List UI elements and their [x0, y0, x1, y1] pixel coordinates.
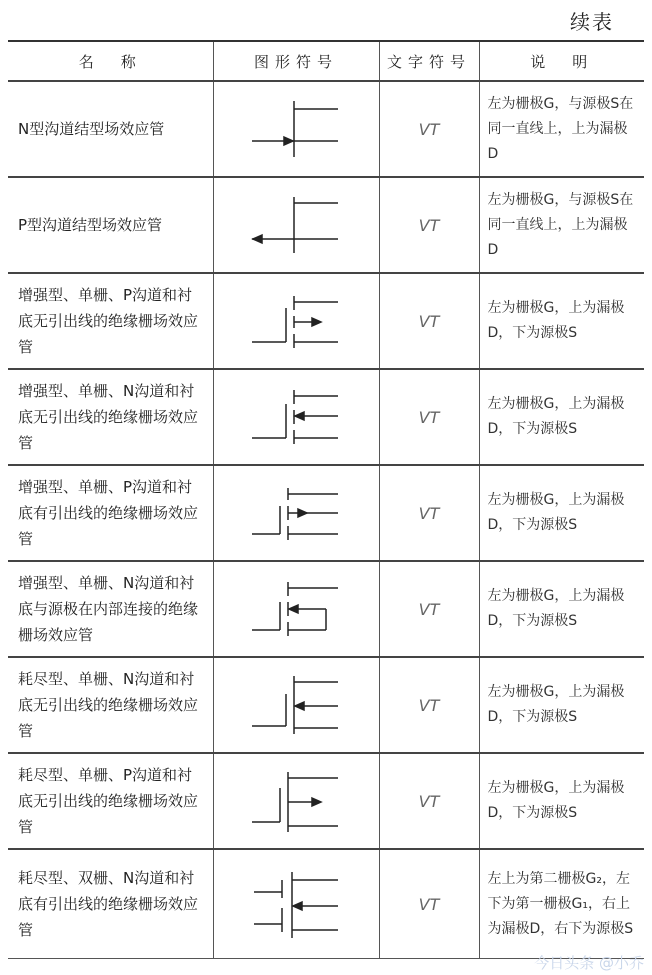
text-symbol: VT [379, 753, 479, 849]
header-name: 名 称 [8, 41, 213, 81]
watermark: 今日头条 @小乔 [534, 954, 644, 972]
description: 左为栅极G，上为漏极D，下为源极S [479, 465, 644, 561]
text-symbol: VT [379, 657, 479, 753]
table-row [8, 273, 644, 369]
table-row [8, 177, 644, 273]
description: 左为栅极G，上为漏极D，下为源极S [479, 561, 644, 657]
component-name: P型沟道结型场效应管 [8, 177, 213, 273]
enh-n-mosfet-symbol-icon [246, 382, 346, 452]
continued-label: 续表 [570, 10, 614, 34]
component-name: 耗尽型、单栅、N沟道和衬底无引出线的绝缘栅场效应管 [8, 657, 213, 753]
dep-n-dualgate-mosfet-symbol-icon [246, 868, 346, 940]
description: 左为栅极G，与源极S在同一直线上，上为漏极D [479, 177, 644, 273]
header-symbol: 图形符号 [213, 41, 379, 81]
enh-p-mosfet-symbol-icon [246, 286, 346, 356]
component-name: 增强型、单栅、P沟道和衬底无引出线的绝缘栅场效应管 [8, 273, 213, 369]
description: 左为栅极G，上为漏极D，下为源极S [479, 657, 644, 753]
description: 左为栅极G，上为漏极D，下为源极S [479, 369, 644, 465]
njfet-symbol-icon [246, 97, 346, 161]
table-row [8, 369, 644, 465]
text-symbol: VT [379, 561, 479, 657]
table-row [8, 753, 644, 849]
table-row [8, 849, 644, 959]
dep-p-mosfet-symbol-icon [246, 766, 346, 836]
enh-n-mosfet-internal-symbol-icon [246, 574, 346, 644]
text-symbol: VT [379, 465, 479, 561]
text-symbol: VT [379, 177, 479, 273]
text-symbol: VT [379, 369, 479, 465]
text-symbol: VT [379, 273, 479, 369]
table-row [8, 81, 644, 177]
enh-p-mosfet-sub-symbol-icon [246, 478, 346, 548]
description: 左为栅极G，与源极S在同一直线上，上为漏极D [479, 81, 644, 177]
text-symbol: VT [379, 81, 479, 177]
header-description: 说 明 [479, 41, 644, 81]
table-row [8, 561, 644, 657]
component-name: 耗尽型、单栅、P沟道和衬底无引出线的绝缘栅场效应管 [8, 753, 213, 849]
table-row [8, 657, 644, 753]
component-name: 耗尽型、双栅、N沟道和衬底有引出线的绝缘栅场效应管 [8, 849, 213, 959]
table-row [8, 465, 644, 561]
dep-n-mosfet-symbol-icon [246, 670, 346, 740]
component-name: 增强型、单栅、P沟道和衬底有引出线的绝缘栅场效应管 [8, 465, 213, 561]
symbol-table [8, 40, 644, 959]
pjfet-symbol-icon [246, 193, 346, 257]
description: 左为栅极G，上为漏极D，下为源极S [479, 753, 644, 849]
component-name: 增强型、单栅、N沟道和衬底无引出线的绝缘栅场效应管 [8, 369, 213, 465]
header-code: 文字符号 [379, 41, 479, 81]
description: 左为栅极G，上为漏极D，下为源极S [479, 273, 644, 369]
component-name: 增强型、单栅、N沟道和衬底与源极在内部连接的绝缘栅场效应管 [8, 561, 213, 657]
component-name: N型沟道结型场效应管 [8, 81, 213, 177]
table-header-row [8, 41, 644, 81]
description: 左上为第二栅极G₂，左下为第一栅极G₁，右上为漏极D，右下为源极S [479, 849, 644, 959]
text-symbol: VT [379, 849, 479, 959]
